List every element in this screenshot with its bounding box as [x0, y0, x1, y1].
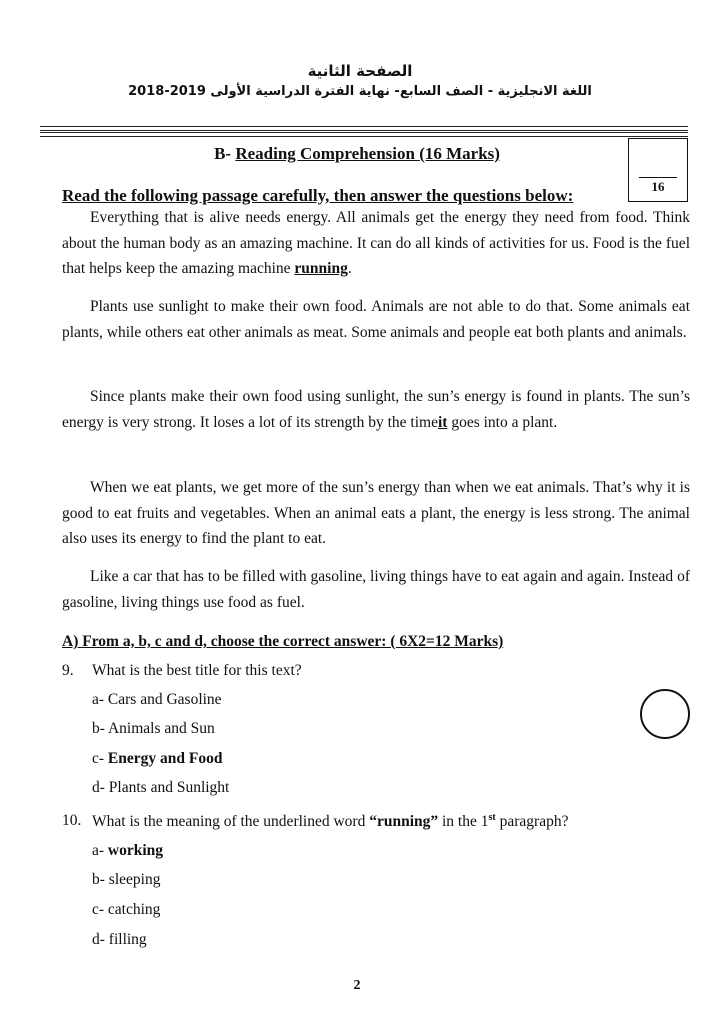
answer-option-selected[interactable]	[92, 842, 163, 860]
answer-option[interactable]	[92, 779, 229, 797]
option-text: working	[107, 842, 164, 859]
passage-paragraph-1	[62, 205, 690, 282]
option-label: b-	[92, 871, 105, 888]
passage-paragraph-4	[62, 475, 690, 552]
passage-paragraph-2	[62, 294, 690, 345]
instruction-heading: Read the following passage carefully, then answer the questions below:	[62, 186, 574, 205]
option-text: sleeping	[108, 871, 161, 888]
answer-option[interactable]	[92, 901, 160, 919]
paragraph-text: Plants use sunlight to make their own food. Animals are not able to do that. Some animals eat plants, while others eat other animals as meat. Some animals and people eat both plants and animals.	[62, 298, 690, 341]
part-a-heading: A) From a, b, c and d, choose the correct answer: ( 6X2=12 Marks)	[62, 633, 504, 650]
underlined-word-it: it	[437, 413, 448, 431]
mark-box	[628, 138, 688, 202]
section-title-text: Reading Comprehension (16 Marks)	[235, 144, 500, 163]
paragraph-text: When we eat plants, we get more of the sun’s energy than when we eat animals. That’s why it is good to eat fruits and vegetables. When an animal eats a plant, the energy is less strong. The animal also uses its energy to find the plant to eat.	[62, 479, 690, 547]
exam-header-arabic: اللغة الانجليزية - الصف السابع- نهاية الفترة الدراسية الأولى 2019-2018	[128, 84, 592, 99]
divider-line	[40, 132, 688, 137]
option-label: c-	[92, 901, 105, 918]
paragraph-text: goes into a plant.	[447, 413, 558, 431]
answer-option[interactable]	[92, 691, 222, 709]
paragraph-text: Everything that is alive needs energy. All animals get the energy they need from food. Think about the human body as an amazing machine. It can do all kinds of activities for us. Food is the fuel that helps keep the amazing machine	[62, 209, 690, 277]
paragraph-text: .	[347, 260, 352, 277]
section-prefix: B-	[214, 144, 232, 163]
option-text: Energy and Food	[107, 750, 223, 767]
ordinal-suffix: st	[488, 812, 496, 823]
question-number: 10.	[62, 812, 82, 829]
question-text-part: in the 1	[438, 813, 489, 831]
option-text: catching	[107, 901, 161, 918]
option-text: Plants and Sunlight	[108, 779, 230, 796]
mark-box-value: 16	[651, 179, 665, 194]
option-label: d-	[92, 779, 105, 796]
page-label-arabic: الصفحة الثانية	[307, 62, 413, 80]
option-text: Animals and Sun	[107, 720, 215, 737]
option-label: a-	[92, 691, 105, 708]
question-number: 9.	[62, 662, 74, 679]
answer-option-selected[interactable]	[92, 750, 222, 768]
divider-line	[40, 126, 688, 131]
option-label: d-	[92, 931, 105, 948]
option-label: c-	[92, 750, 105, 767]
question-text	[92, 812, 568, 831]
paragraph-text: Like a car that has to be filled with gasoline, living things have to eat again and again. Instead of gasoline, living things use food as fuel.	[62, 568, 690, 611]
answer-option[interactable]	[92, 871, 160, 889]
option-label: a-	[92, 842, 105, 859]
section-title	[0, 144, 714, 164]
page-number: 2	[353, 978, 361, 993]
answer-option[interactable]	[92, 931, 147, 949]
option-text: Cars and Gasoline	[107, 691, 222, 708]
underlined-word-running: running	[294, 260, 348, 277]
question-keyword: “running”	[369, 813, 439, 831]
score-circle	[640, 689, 690, 739]
option-label: b-	[92, 720, 105, 737]
answer-option[interactable]	[92, 720, 215, 738]
paragraph-text: Since plants make their own food using sunlight, the sun’s energy is found in plants. The sun’s energy is very strong. It loses a lot of its strength by the time	[62, 388, 690, 431]
question-text-part: What is the meaning of the underlined word	[92, 813, 370, 831]
mark-box-line	[639, 177, 677, 178]
passage-paragraph-3	[62, 384, 690, 435]
option-text: filling	[108, 931, 147, 948]
question-text-part: paragraph?	[495, 813, 569, 831]
passage-paragraph-5	[62, 564, 690, 615]
question-text: What is the best title for this text?	[92, 662, 302, 679]
